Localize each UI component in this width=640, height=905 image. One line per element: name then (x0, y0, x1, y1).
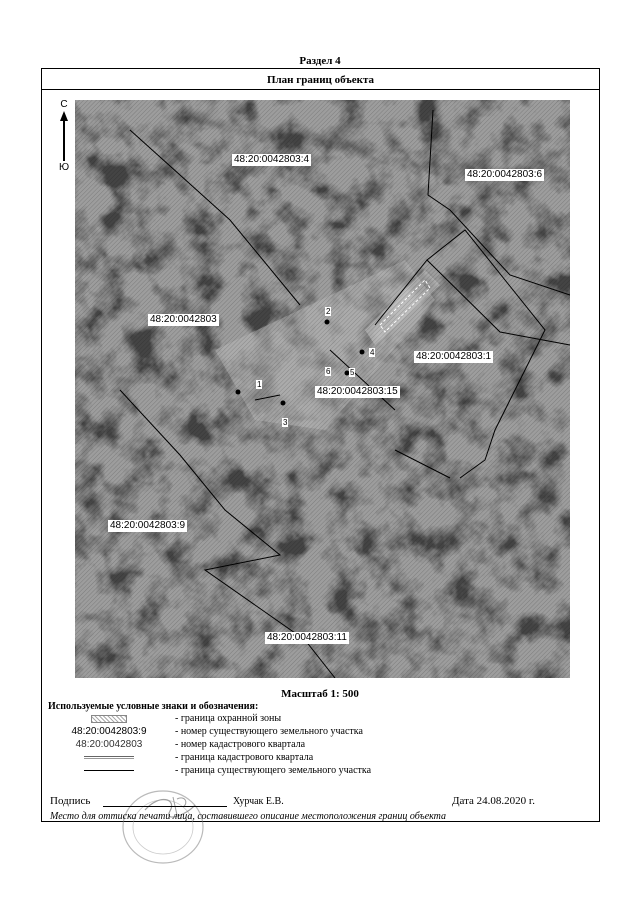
legend-item (48, 752, 588, 765)
aerial-map (75, 100, 570, 678)
point-label: 5 (350, 368, 355, 377)
north-arrow-icon (57, 99, 71, 175)
legend-text: - номер существующего земельного участка (175, 726, 363, 737)
map-scale: Масштаб 1: 500 (281, 688, 359, 700)
signature-label: Подпись (50, 795, 91, 807)
legend-text: - номер кадастрового квартала (175, 739, 306, 750)
quarter-number-symbol: 48:20:0042803 (75, 739, 143, 750)
document-date: Дата 24.08.2020 г. (452, 795, 535, 807)
legend-item (48, 713, 588, 726)
point-label: 4 (370, 348, 375, 357)
legend-item (48, 765, 588, 778)
point-label: 1 (257, 380, 262, 389)
parcel-label: 48:20:0042803 (150, 314, 217, 325)
point-label: 3 (283, 418, 288, 427)
legend-text: - граница охранной зоны (175, 713, 282, 724)
parcel-label: 48:20:0042803:6 (467, 169, 543, 180)
legend-item (48, 739, 588, 752)
legend-title: Используемые условные знаки и обозначения: (48, 701, 259, 712)
parcel-label: 48:20:0042803:4 (234, 154, 310, 165)
parcel-label: 48:20:0042803:15 (317, 386, 398, 397)
signer-name: Хурчак Е.В. (233, 796, 284, 807)
legend-item (48, 726, 588, 739)
protection-zone-symbol (48, 713, 170, 724)
legend-text: - граница кадастрового квартала (175, 752, 314, 763)
parcel-label: 48:20:0042803:11 (267, 632, 347, 643)
quarter-boundary-symbol (48, 752, 170, 763)
page-title: План границ объекта (42, 69, 599, 90)
parcel-boundary-symbol (48, 765, 170, 776)
seal-stamp-icon (115, 785, 215, 867)
parcel-label: 48:20:0042803:9 (110, 520, 186, 531)
parcel-label: 48:20:0042803:1 (416, 351, 492, 362)
signature-line (103, 806, 227, 807)
point-label: 6 (326, 367, 331, 376)
section-heading: Раздел 4 (299, 55, 341, 67)
parcel-number-symbol: 48:20:0042803:9 (71, 726, 147, 737)
legend-text: - граница существующего земельного участка (175, 765, 372, 776)
point-label: 2 (326, 307, 331, 316)
stamp-place-note: Место для оттиска печати лица, составившего описание местоположения границ объекта (50, 811, 447, 822)
compass-north-label: С (60, 99, 68, 110)
compass-south-label: Ю (58, 162, 70, 173)
